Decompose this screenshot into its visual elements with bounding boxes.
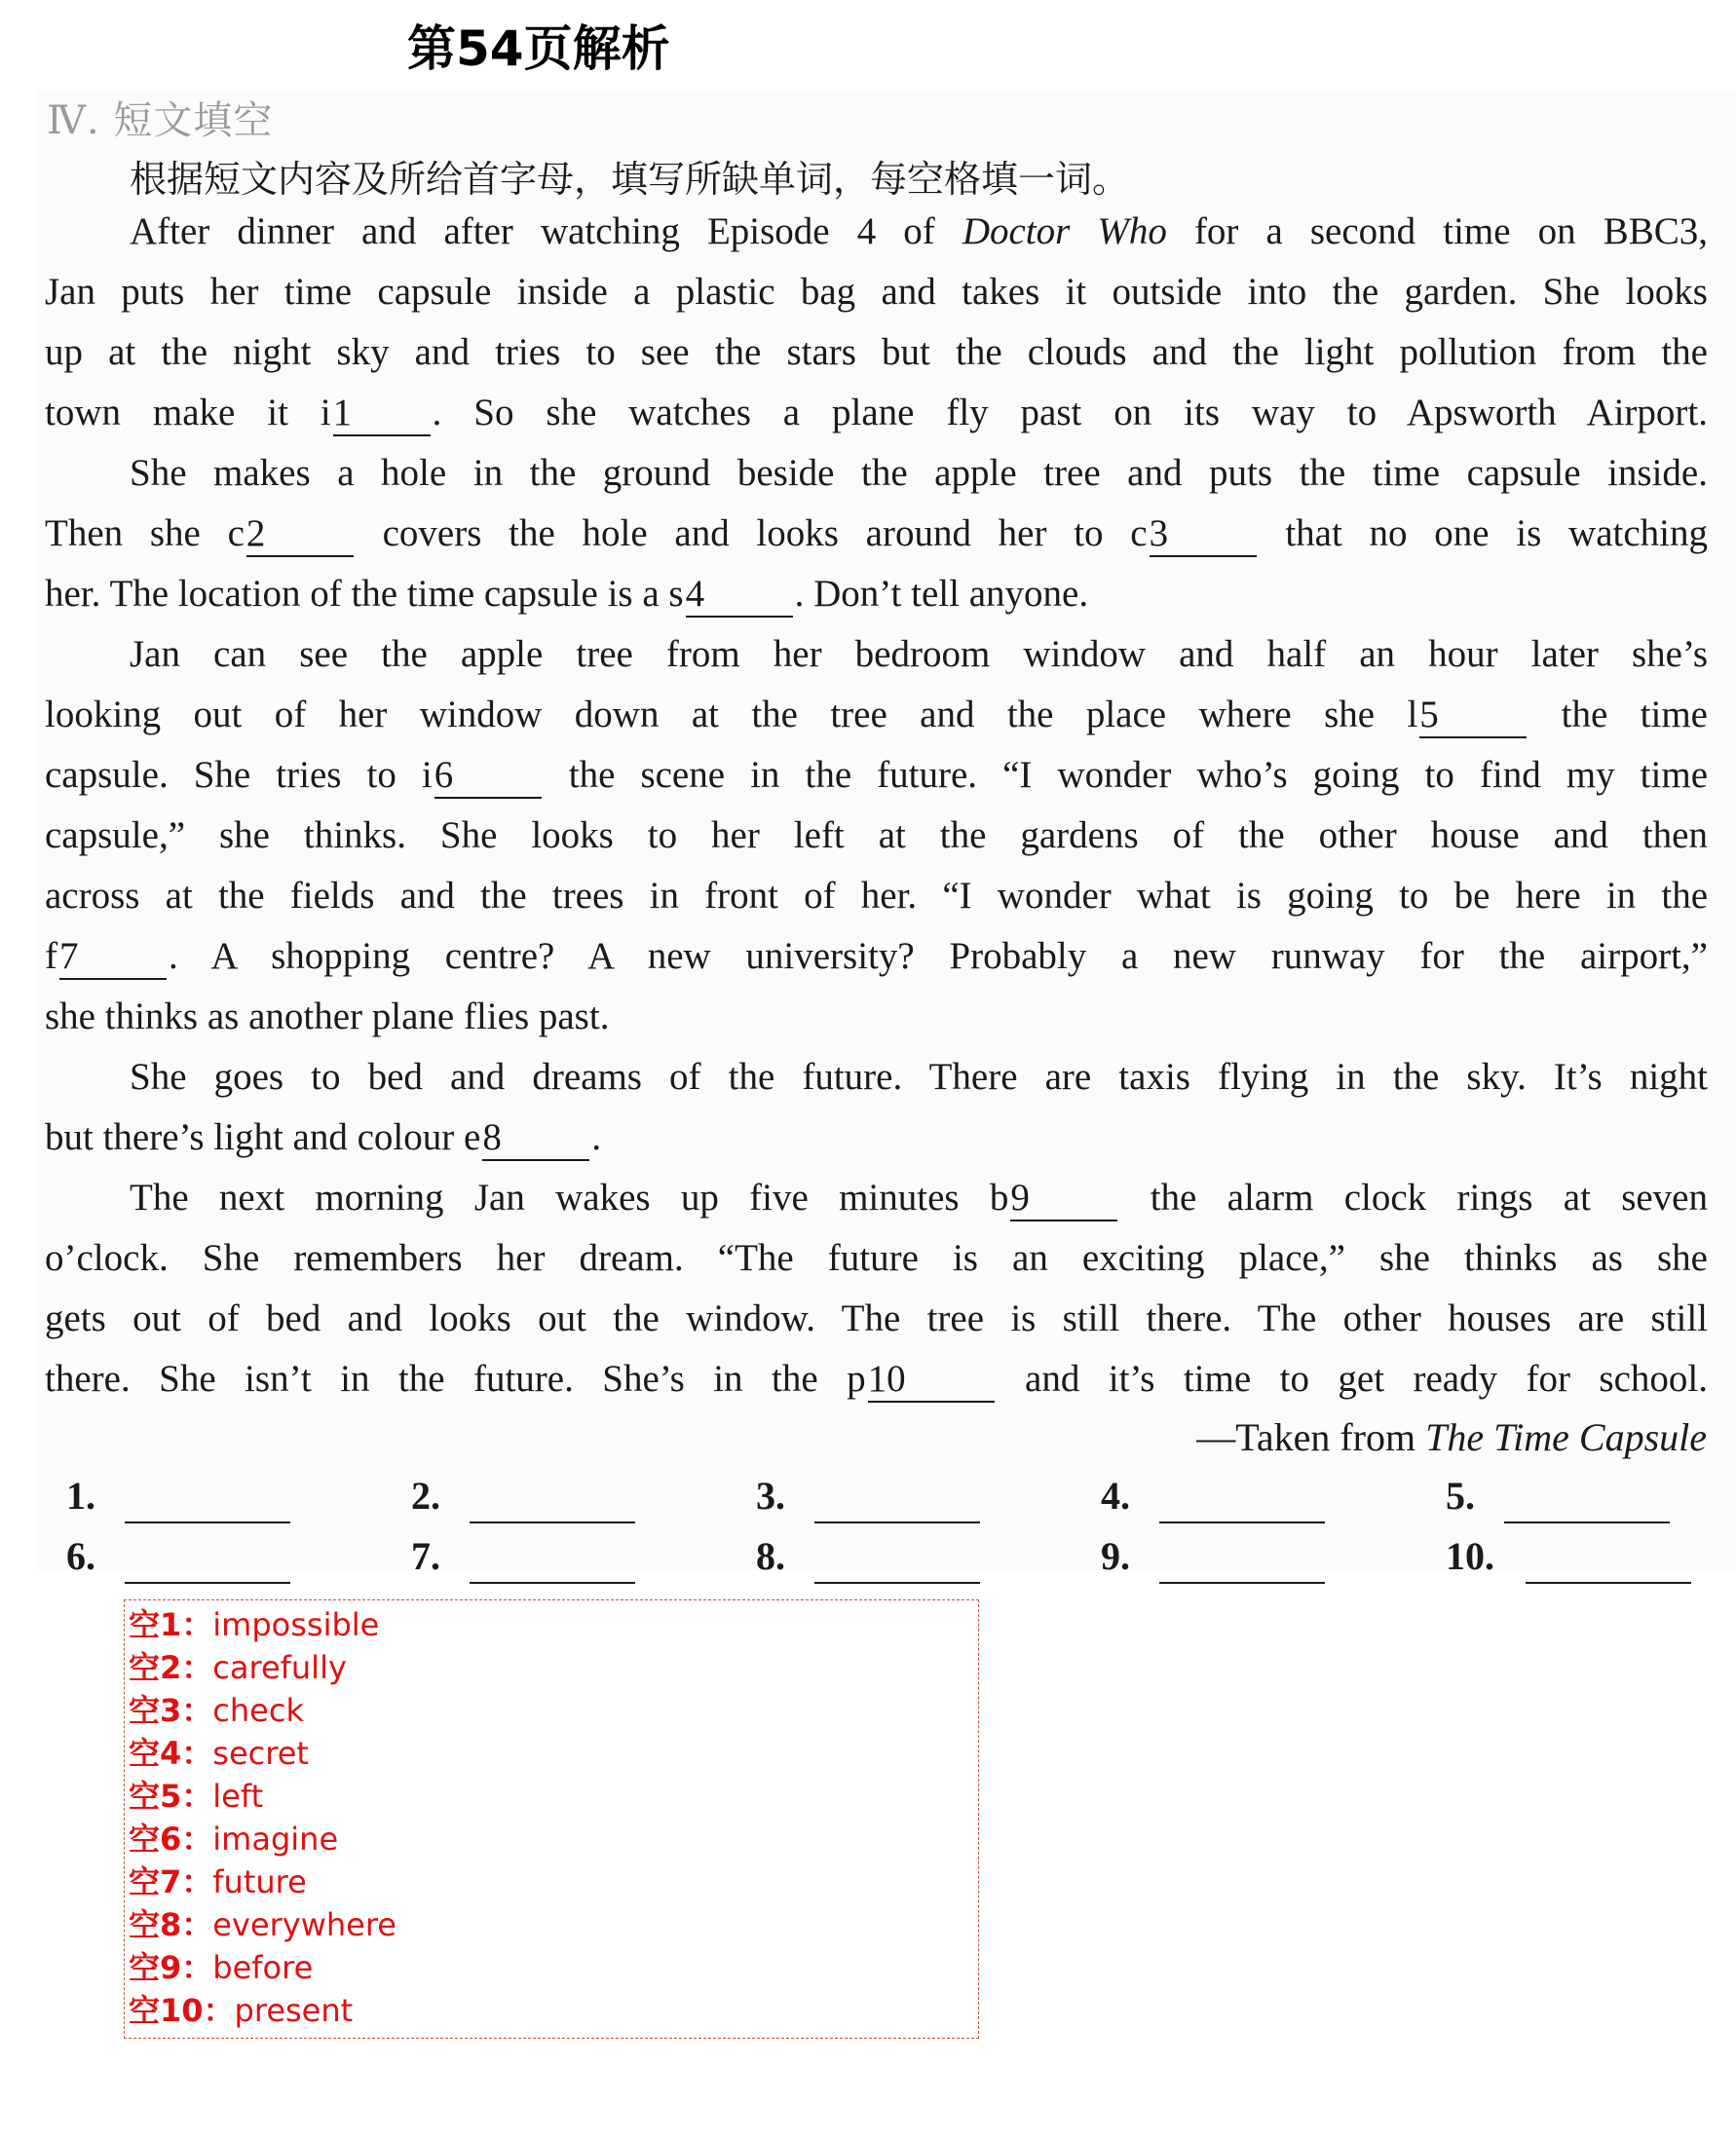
answer-row: 空7：future <box>129 1863 307 1900</box>
answer-row: 空8：everywhere <box>129 1906 396 1943</box>
blank-8: 8 <box>482 1116 589 1161</box>
answer-slot-line <box>470 1521 635 1523</box>
passage-line: o’clock. She remembers her dream. “The future is an exciting place,” she thinks as she <box>45 1237 1708 1279</box>
passage-line: across at the fields and the trees in front of her. “I wonder what is going to be here in the <box>45 875 1708 917</box>
answer-slot-label: 7. <box>411 1534 440 1578</box>
answer-slot-line <box>125 1521 290 1523</box>
blank-3: 3 <box>1150 512 1257 557</box>
answer-slot-line <box>470 1582 635 1584</box>
answer-row: 空5：left <box>129 1778 264 1815</box>
passage-line: capsule. She tries to i6 the scene in the future. “I wonder who’s going to find my time <box>45 748 1708 803</box>
passage-line: there. She isn’t in the future. She’s in the p10 and it’s time to get ready for school. <box>45 1352 1708 1407</box>
passage-line: but there’s light and colour e8 . <box>45 1110 1708 1165</box>
passage-line: up at the night sky and tries to see the stars but the clouds and the light pollution from the <box>45 331 1708 373</box>
passage-line: Jan puts her time capsule inside a plastic bag and takes it outside into the garden. She looks <box>45 271 1708 313</box>
answer-slot-label: 3. <box>756 1474 785 1518</box>
source-citation: —Taken from The Time Capsule <box>1196 1415 1707 1459</box>
answer-slot-label: 1. <box>66 1474 95 1518</box>
instruction: 根据短文内容及所给首字母，填写所缺单词，每空格填一词。 <box>130 158 1130 201</box>
answer-slot-label: 5. <box>1446 1474 1475 1518</box>
passage-line: her. The location of the time capsule is a s4 . Don’t tell anyone. <box>45 567 1708 621</box>
answer-row: 空6：imagine <box>129 1821 339 1858</box>
blank-1: 1 <box>333 392 431 436</box>
passage-line: looking out of her window down at the tree and the place where she l5 the time <box>45 688 1708 742</box>
blank-10: 10 <box>868 1358 995 1403</box>
blank-2: 2 <box>246 512 354 557</box>
answer-slot-line <box>814 1582 980 1584</box>
section-heading: Ⅳ. 短文填空 <box>47 98 274 143</box>
answer-row: 空2：carefully <box>129 1649 347 1686</box>
answer-row: 空4：secret <box>129 1735 309 1772</box>
italic-title: Doctor Who <box>962 210 1167 252</box>
answer-slot-label: 2. <box>411 1474 440 1518</box>
blank-6: 6 <box>434 754 542 799</box>
passage-line: gets out of bed and looks out the window. The tree is still there. The other houses are still <box>45 1297 1708 1339</box>
answer-slot-line <box>125 1582 290 1584</box>
answer-slot-line <box>814 1521 980 1523</box>
passage-line: she thinks as another plane flies past. <box>45 995 610 1037</box>
passage-line: town make it i1 . So she watches a plane fly past on its way to Apsworth Airport. <box>45 386 1708 440</box>
answer-row: 空9：before <box>129 1949 314 1986</box>
answer-slot-line <box>1504 1521 1670 1523</box>
passage-line: She goes to bed and dreams of the future. There are taxis flying in the sky. It’s night <box>130 1056 1708 1098</box>
answer-row: 空10：present <box>129 1992 354 2029</box>
passage-line: Jan can see the apple tree from her bedroom window and half an hour later she’s <box>130 633 1708 675</box>
blank-5: 5 <box>1419 694 1527 738</box>
blank-4: 4 <box>686 573 793 618</box>
answer-slot-label: 9. <box>1101 1534 1130 1578</box>
answer-row: 空1：impossible <box>129 1606 380 1643</box>
answer-slot-line <box>1526 1582 1691 1584</box>
passage-line: f7 . A shopping centre? A new university? Probably a new runway for the airport,” <box>45 929 1708 984</box>
page-title: 第54页解析 <box>407 20 670 77</box>
answer-row: 空3：check <box>129 1692 304 1729</box>
blank-7: 7 <box>59 935 167 980</box>
answer-slot-label: 6. <box>66 1534 95 1578</box>
passage-line: She makes a hole in the ground beside the apple tree and puts the time capsule inside. <box>130 452 1708 494</box>
answer-slot-label: 4. <box>1101 1474 1130 1518</box>
answer-slot-label: 8. <box>756 1534 785 1578</box>
passage-line: After dinner and after watching Episode 4 of Doctor Who for a second time on BBC3, <box>130 210 1708 252</box>
answer-slot-line <box>1159 1521 1325 1523</box>
passage-line: The next morning Jan wakes up five minutes b9 the alarm clock rings at seven <box>130 1171 1708 1225</box>
blank-9: 9 <box>1010 1177 1117 1221</box>
source-title: The Time Capsule <box>1425 1415 1707 1459</box>
answer-slot-label: 10. <box>1446 1534 1494 1578</box>
passage-line: Then she c2 covers the hole and looks around her to c3 that no one is watching <box>45 507 1708 561</box>
answer-slot-line <box>1159 1582 1325 1584</box>
passage-line: capsule,” she thinks. She looks to her left at the gardens of the other house and then <box>45 814 1708 856</box>
